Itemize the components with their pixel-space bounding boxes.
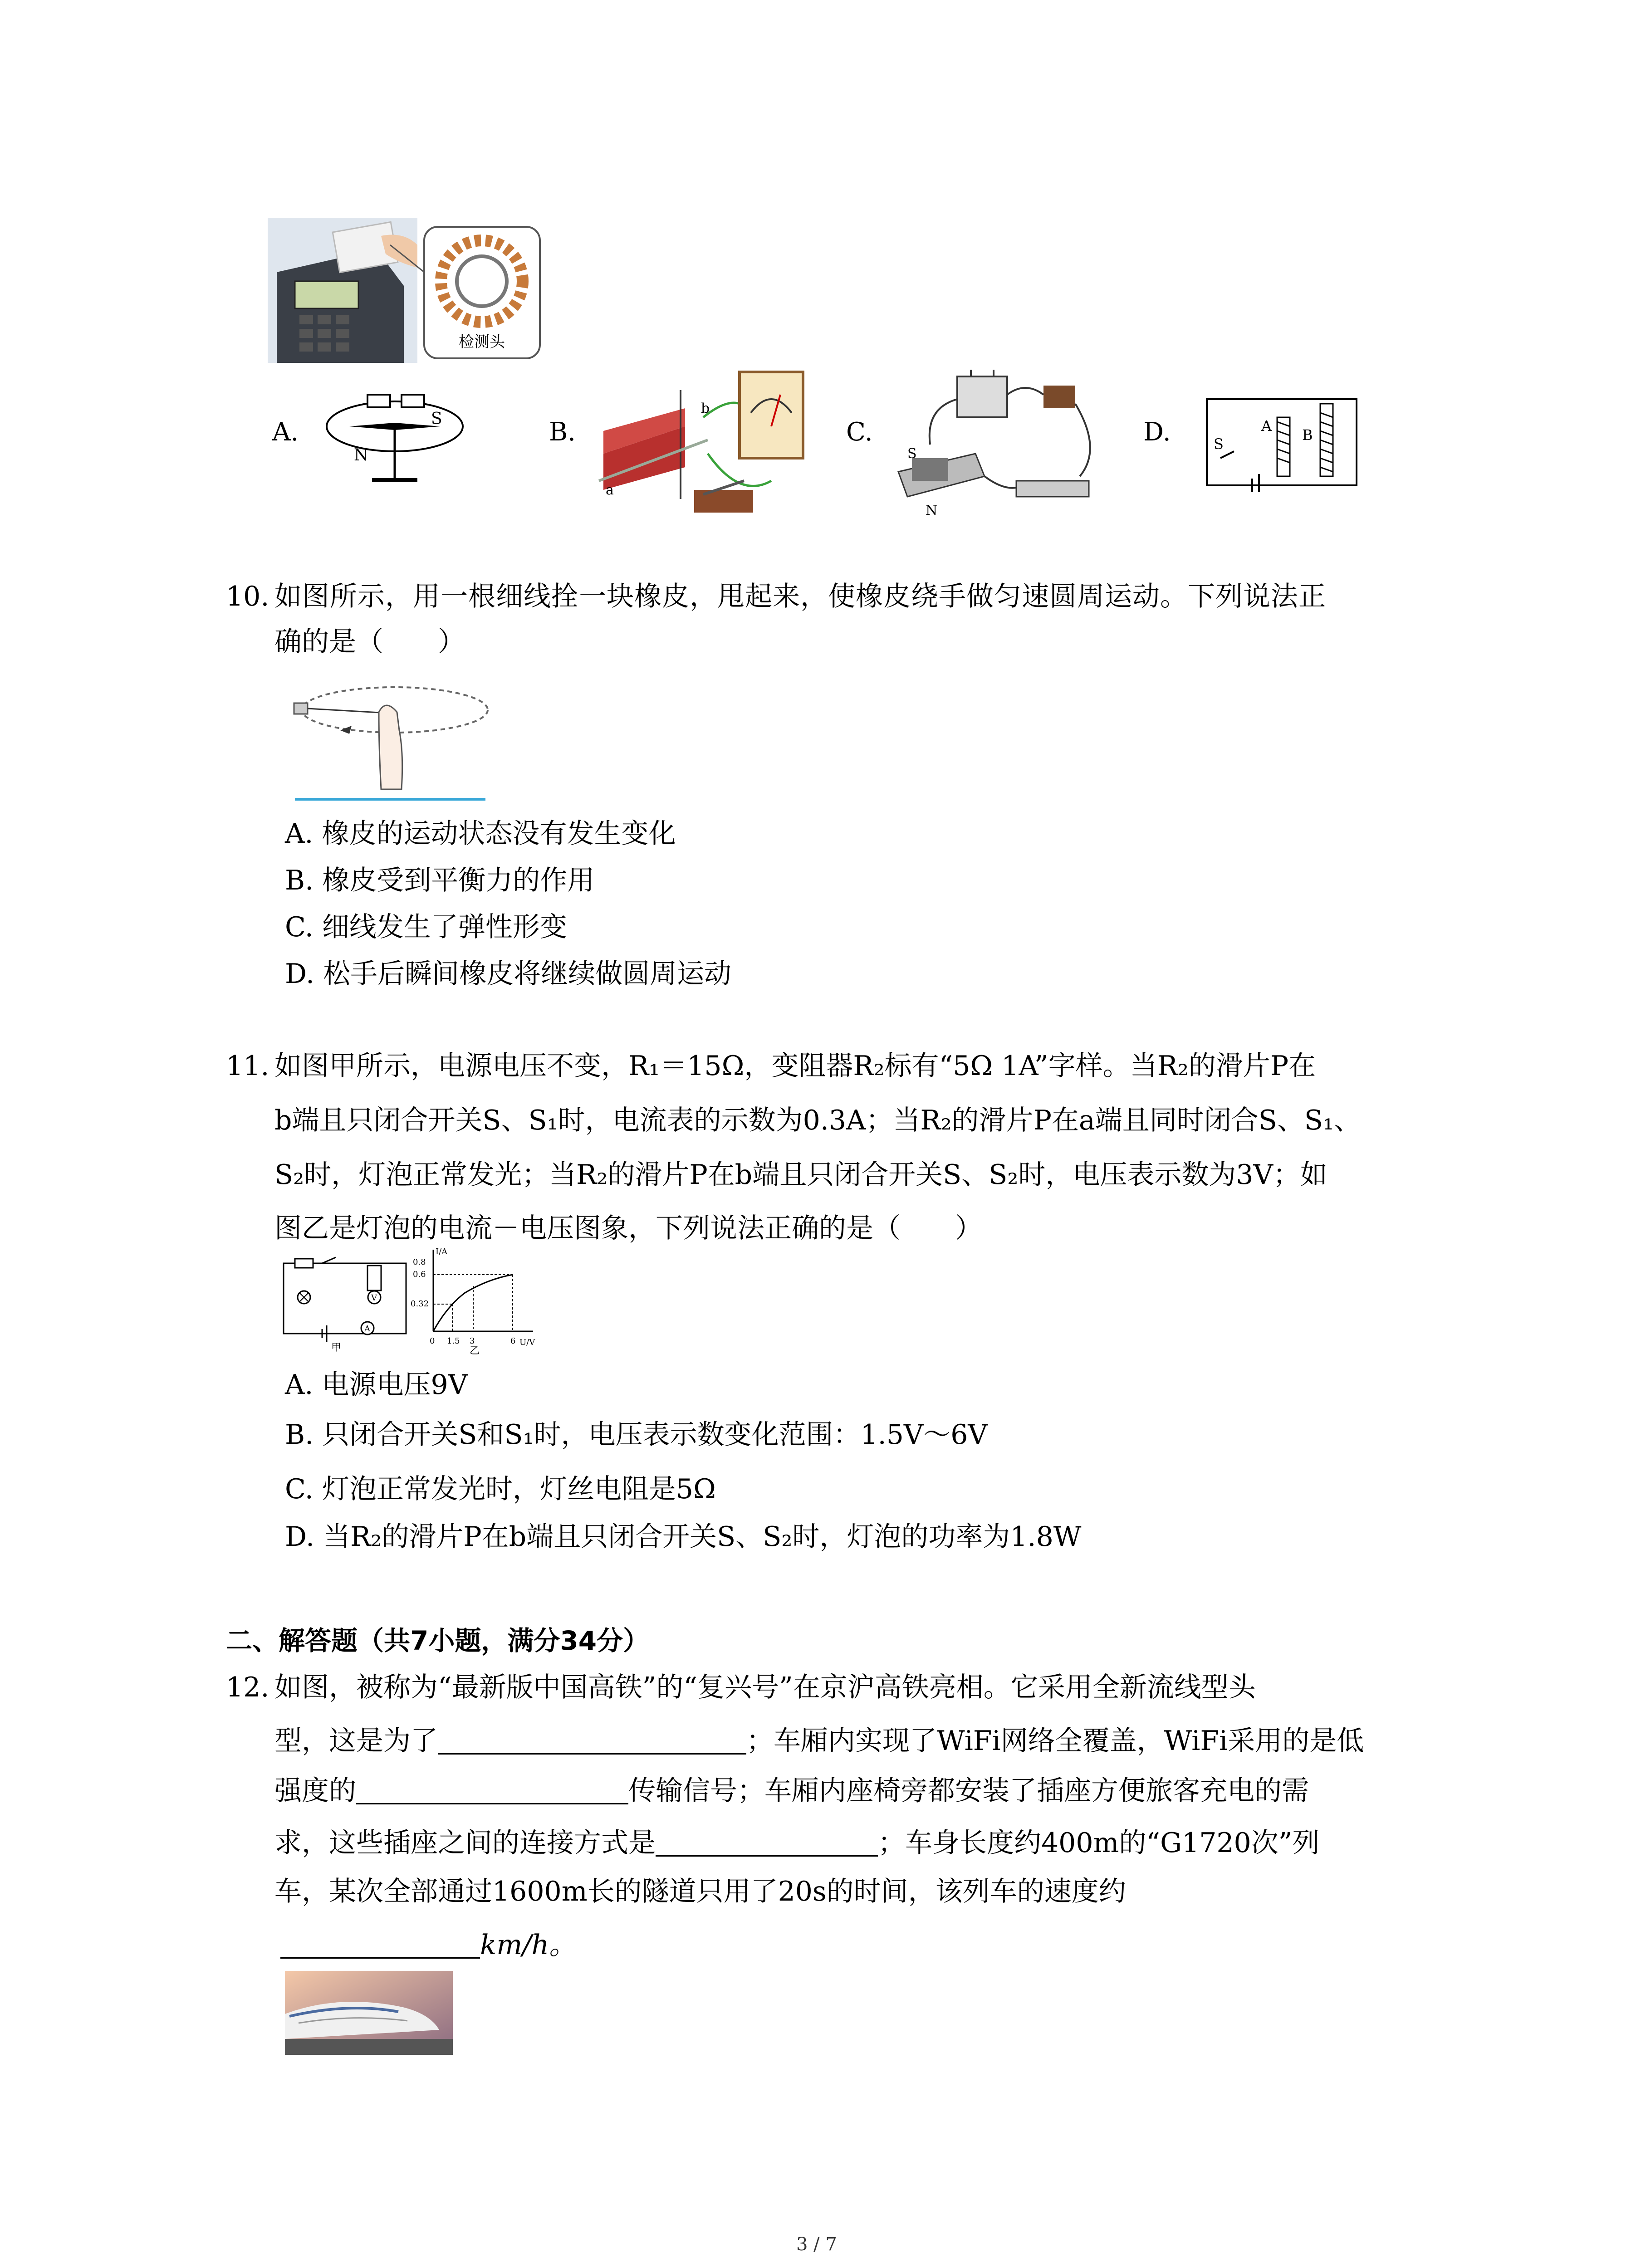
q11-line3: S₂时，灯泡正常发光；当R₂的滑片P在b端且只闭合开关S、S₂时，电压表示数为3V；如: [274, 1159, 1327, 1191]
blank-socket-connection[interactable]: [656, 1828, 878, 1857]
svg-text:N: N: [354, 446, 368, 464]
q12-line3: [274, 1775, 1309, 1807]
q12-line1: 如图，被称为“最新版中国高铁”的“复兴号”在京沪高铁亮相。它采用全新流线型头: [274, 1672, 1256, 1703]
q11-option-d: D. 当R₂的滑片P在b端且只闭合开关S、S₂时，灯泡的功率为1.8W: [285, 1521, 1082, 1553]
q11-line1: 如图甲所示，电源电压不变，R₁＝15Ω，变阻器R₂标有“5Ω 1A”字样。当R₂的滑片P在: [274, 1050, 1316, 1082]
q9-option-a-figure: [318, 381, 467, 490]
svg-text:S: S: [907, 446, 917, 462]
q10-option-d: D. 松手后瞬间橡皮将继续做圆周运动: [285, 958, 732, 990]
card-reader-photo: [268, 218, 544, 367]
x-tick-0: 0: [430, 1336, 435, 1346]
blank-streamline-purpose[interactable]: [438, 1726, 746, 1755]
q10-stem-line2: 确的是（ ）: [274, 626, 465, 658]
svg-text:b: b: [701, 401, 710, 416]
q11-line4: 图乙是灯泡的电流－电压图象，下列说法正确的是（ ）: [274, 1212, 982, 1244]
q10-stem-line1: 如图所示，用一根细线拴一块橡皮，甩起来，使橡皮绕手做匀速圆周运动。下列说法正: [274, 581, 1326, 612]
q9-option-d-figure: [1193, 386, 1366, 494]
x-tick-1: 1.5: [447, 1336, 460, 1346]
q10-number: 10.: [226, 581, 269, 612]
q12-line3-b: 传输信号；车厢内座椅旁都安装了插座方便旅客充电的需: [628, 1775, 1309, 1807]
x-tick-3: 6: [510, 1336, 516, 1346]
x-tick-2: 3: [470, 1336, 475, 1346]
q10-option-c: C. 细线发生了弹性形变: [285, 911, 567, 943]
svg-text:A: A: [1261, 417, 1272, 435]
q12-line4: [274, 1828, 1319, 1857]
svg-text:S: S: [431, 410, 442, 428]
q12-line2-a: 型，这是为了: [274, 1725, 438, 1757]
y-tick-1: 0.6: [413, 1270, 426, 1279]
yi-label: 乙: [470, 1345, 480, 1356]
q9-option-d-label: D.: [1143, 417, 1171, 447]
q11-circuit-figure: [277, 1252, 413, 1356]
q11-option-c: C. 灯泡正常发光时，灯丝电阻是5Ω: [285, 1473, 716, 1505]
q10-figure: [290, 680, 490, 807]
q12-line5: 车，某次全部通过1600m长的隧道只用了20s的时间，该列车的速度约: [274, 1876, 1126, 1907]
q9-option-b-label: B.: [549, 417, 576, 447]
q11-number: 11.: [226, 1050, 269, 1082]
q12-line4-b: ；车身长度约400m的“G1720次”列: [878, 1827, 1320, 1859]
q12-unit: km/h。: [480, 1929, 577, 1961]
q12-line3-a: 强度的: [274, 1775, 356, 1807]
q11-iu-graph: [411, 1243, 542, 1356]
q11-option-a: A. 电源电压9V: [285, 1369, 468, 1401]
q12-line2: [274, 1726, 1364, 1755]
blank-wifi-wave[interactable]: [356, 1776, 628, 1804]
detector-label: 检测头: [459, 333, 505, 351]
blank-train-speed[interactable]: [280, 1930, 480, 1959]
ia-axis-label: I/A: [436, 1247, 448, 1256]
svg-text:B: B: [1302, 426, 1313, 444]
q9-option-c-figure: [889, 367, 1107, 522]
svg-text:a: a: [606, 482, 614, 498]
q11-option-b: B. 只闭合开关S和S₁时，电压表示数变化范围：1.5V～6V: [285, 1419, 988, 1451]
y-tick-2: 0.32: [411, 1299, 429, 1309]
q10-option-a: A. 橡皮的运动状态没有发生变化: [285, 818, 676, 850]
q9-option-c-label: C.: [846, 417, 873, 447]
jia-label: 甲: [331, 1342, 342, 1354]
q9-option-a-label: A.: [272, 417, 299, 447]
svg-text:V: V: [371, 1293, 377, 1303]
y-tick-0: 0.8: [413, 1257, 426, 1267]
q10-option-b: B. 橡皮受到平衡力的作用: [285, 865, 595, 896]
svg-text:N: N: [926, 503, 938, 518]
q9-option-b-figure: [590, 363, 808, 522]
section-title: 二、解答题（共7小题，满分34分）: [226, 1625, 650, 1656]
q12-line2-b: ；车厢内实现了WiFi网络全覆盖，WiFi采用的是低: [746, 1725, 1364, 1757]
svg-text:S: S: [1214, 435, 1224, 453]
q11-line2: b端且只闭合开关S、S₁时，电流表的示数为0.3A；当R₂的滑片P在a端且同时闭合S、S₁、: [274, 1105, 1362, 1136]
high-speed-train-photo: [285, 1971, 453, 2055]
q12-line4-a: 求，这些插座之间的连接方式是: [274, 1827, 656, 1859]
q12-number: 12.: [226, 1672, 269, 1703]
page-number: 3 / 7: [796, 2234, 837, 2255]
svg-text:A: A: [364, 1324, 370, 1334]
uv-axis-label: U/V: [519, 1338, 535, 1347]
q12-line6: [280, 1930, 576, 1959]
